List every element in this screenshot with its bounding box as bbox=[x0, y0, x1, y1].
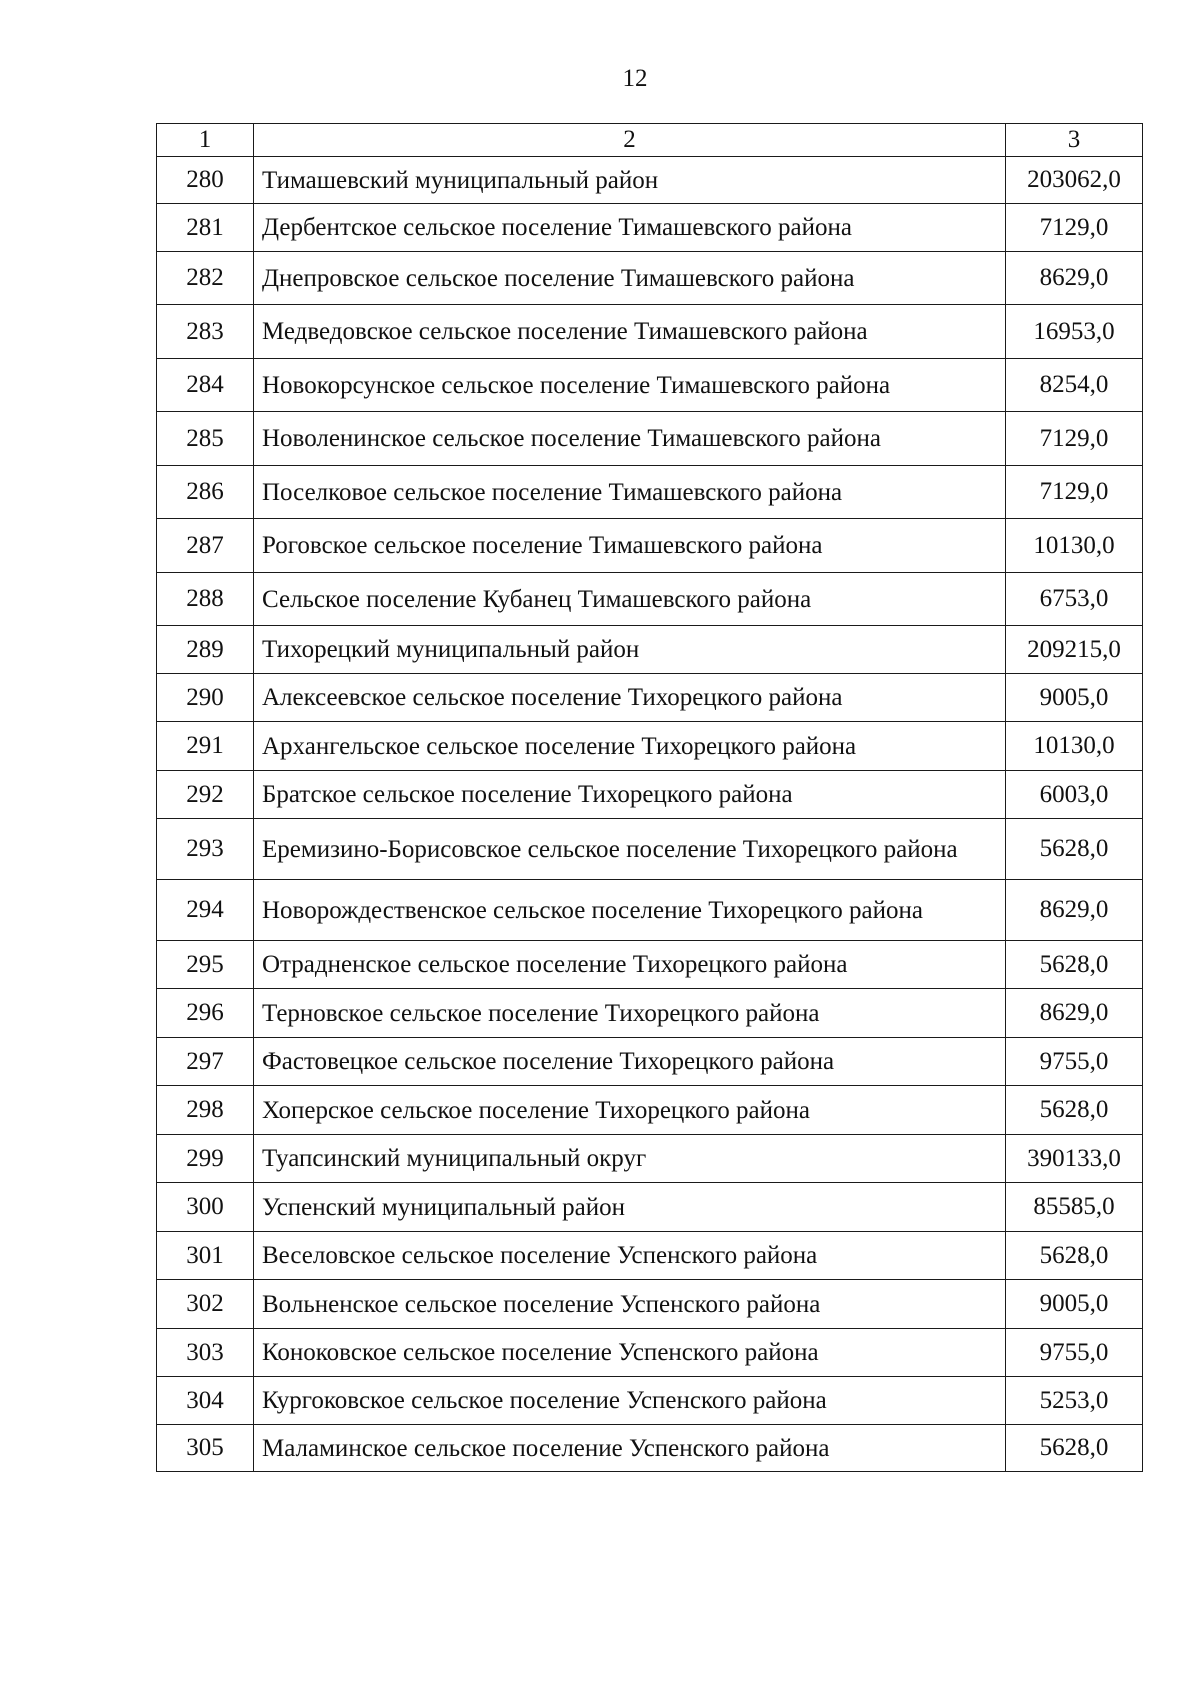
row-number: 303 bbox=[157, 1329, 254, 1377]
row-number: 287 bbox=[157, 519, 254, 573]
amount-value: 9755,0 bbox=[1006, 1329, 1143, 1377]
table-row bbox=[157, 880, 1143, 941]
amount-value: 5253,0 bbox=[1006, 1377, 1143, 1425]
header-col-1: 1 bbox=[157, 124, 254, 157]
row-number: 282 bbox=[157, 252, 254, 305]
table-row bbox=[157, 626, 1143, 674]
amount-value: 7129,0 bbox=[1006, 466, 1143, 519]
row-number: 284 bbox=[157, 359, 254, 412]
table-row bbox=[157, 674, 1143, 722]
municipality-name: Фастовецкое сельское поселение Тихорецкого района bbox=[254, 1038, 1006, 1086]
municipality-name: Тихорецкий муниципальный район bbox=[254, 626, 1006, 674]
municipality-name: Днепровское сельское поселение Тимашевского района bbox=[254, 252, 1006, 305]
table-row bbox=[157, 252, 1143, 305]
table-row bbox=[157, 1038, 1143, 1086]
amount-value: 6003,0 bbox=[1006, 771, 1143, 819]
row-number: 302 bbox=[157, 1280, 254, 1329]
row-number: 301 bbox=[157, 1232, 254, 1280]
table-row bbox=[157, 157, 1143, 204]
municipality-name: Хоперское сельское поселение Тихорецкого района bbox=[254, 1086, 1006, 1135]
municipality-name: Архангельское сельское поселение Тихорецкого района bbox=[254, 722, 1006, 771]
municipality-name: Успенский муниципальный район bbox=[254, 1183, 1006, 1232]
municipality-name: Медведовское сельское поселение Тимашевского района bbox=[254, 305, 1006, 359]
table-row bbox=[157, 466, 1143, 519]
table-row bbox=[157, 359, 1143, 412]
table-row bbox=[157, 1329, 1143, 1377]
amount-value: 7129,0 bbox=[1006, 412, 1143, 466]
row-number: 280 bbox=[157, 157, 254, 204]
amount-value: 5628,0 bbox=[1006, 819, 1143, 880]
row-number: 291 bbox=[157, 722, 254, 771]
table-row bbox=[157, 1183, 1143, 1232]
table-row bbox=[157, 305, 1143, 359]
municipality-name: Сельское поселение Кубанец Тимашевского района bbox=[254, 573, 1006, 626]
row-number: 290 bbox=[157, 674, 254, 722]
amount-value: 9005,0 bbox=[1006, 1280, 1143, 1329]
municipality-name: Новоленинское сельское поселение Тимашевского района bbox=[254, 412, 1006, 466]
municipality-name: Маламинское сельское поселение Успенского района bbox=[254, 1425, 1006, 1472]
table-row bbox=[157, 573, 1143, 626]
row-number: 298 bbox=[157, 1086, 254, 1135]
municipality-name: Поселковое сельское поселение Тимашевского района bbox=[254, 466, 1006, 519]
row-number: 285 bbox=[157, 412, 254, 466]
table-row bbox=[157, 819, 1143, 880]
amount-value: 10130,0 bbox=[1006, 722, 1143, 771]
municipality-name: Веселовское сельское поселение Успенского района bbox=[254, 1232, 1006, 1280]
row-number: 294 bbox=[157, 880, 254, 941]
allocation-table bbox=[156, 123, 1143, 1472]
amount-value: 8629,0 bbox=[1006, 880, 1143, 941]
row-number: 292 bbox=[157, 771, 254, 819]
row-number: 281 bbox=[157, 204, 254, 252]
amount-value: 8629,0 bbox=[1006, 252, 1143, 305]
table-row bbox=[157, 771, 1143, 819]
amount-value: 10130,0 bbox=[1006, 519, 1143, 573]
row-number: 304 bbox=[157, 1377, 254, 1425]
table-row bbox=[157, 722, 1143, 771]
header-col-2: 2 bbox=[254, 124, 1006, 157]
row-number: 297 bbox=[157, 1038, 254, 1086]
row-number: 289 bbox=[157, 626, 254, 674]
amount-value: 5628,0 bbox=[1006, 1425, 1143, 1472]
row-number: 295 bbox=[157, 941, 254, 989]
amount-value: 85585,0 bbox=[1006, 1183, 1143, 1232]
row-number: 283 bbox=[157, 305, 254, 359]
table-row bbox=[157, 1425, 1143, 1472]
amount-value: 5628,0 bbox=[1006, 941, 1143, 989]
table-row bbox=[157, 1377, 1143, 1425]
table-row bbox=[157, 1280, 1143, 1329]
row-number: 299 bbox=[157, 1135, 254, 1183]
municipality-name: Алексеевское сельское поселение Тихорецкого района bbox=[254, 674, 1006, 722]
municipality-name: Кургоковское сельское поселение Успенского района bbox=[254, 1377, 1006, 1425]
row-number: 288 bbox=[157, 573, 254, 626]
municipality-name: Новорождественское сельское поселение Тихорецкого района bbox=[254, 880, 1006, 941]
amount-value: 390133,0 bbox=[1006, 1135, 1143, 1183]
row-number: 300 bbox=[157, 1183, 254, 1232]
municipality-name: Тимашевский муниципальный район bbox=[254, 157, 1006, 204]
amount-value: 5628,0 bbox=[1006, 1086, 1143, 1135]
municipality-name: Роговское сельское поселение Тимашевского района bbox=[254, 519, 1006, 573]
municipality-name: Вольненское сельское поселение Успенского района bbox=[254, 1280, 1006, 1329]
table-header-row bbox=[157, 124, 1143, 157]
amount-value: 8254,0 bbox=[1006, 359, 1143, 412]
table-row bbox=[157, 941, 1143, 989]
table-row bbox=[157, 989, 1143, 1038]
municipality-name: Терновское сельское поселение Тихорецкого района bbox=[254, 989, 1006, 1038]
table-row bbox=[157, 1086, 1143, 1135]
amount-value: 9005,0 bbox=[1006, 674, 1143, 722]
header-col-3: 3 bbox=[1006, 124, 1143, 157]
amount-value: 5628,0 bbox=[1006, 1232, 1143, 1280]
amount-value: 209215,0 bbox=[1006, 626, 1143, 674]
row-number: 305 bbox=[157, 1425, 254, 1472]
municipality-name: Еремизино-Борисовское сельское поселение Тихорецкого района bbox=[254, 819, 1006, 880]
municipality-name: Отрадненское сельское поселение Тихорецкого района bbox=[254, 941, 1006, 989]
amount-value: 203062,0 bbox=[1006, 157, 1143, 204]
municipality-name: Новокорсунское сельское поселение Тимашевского района bbox=[254, 359, 1006, 412]
municipality-name: Коноковское сельское поселение Успенского района bbox=[254, 1329, 1006, 1377]
amount-value: 9755,0 bbox=[1006, 1038, 1143, 1086]
amount-value: 6753,0 bbox=[1006, 573, 1143, 626]
table-row bbox=[157, 1135, 1143, 1183]
table-row bbox=[157, 412, 1143, 466]
municipality-name: Туапсинский муниципальный округ bbox=[254, 1135, 1006, 1183]
row-number: 293 bbox=[157, 819, 254, 880]
municipality-name: Дербентское сельское поселение Тимашевского района bbox=[254, 204, 1006, 252]
table-row bbox=[157, 519, 1143, 573]
row-number: 286 bbox=[157, 466, 254, 519]
table-row bbox=[157, 1232, 1143, 1280]
amount-value: 7129,0 bbox=[1006, 204, 1143, 252]
amount-value: 16953,0 bbox=[1006, 305, 1143, 359]
table-row bbox=[157, 204, 1143, 252]
amount-value: 8629,0 bbox=[1006, 989, 1143, 1038]
page-number: 12 bbox=[622, 65, 648, 92]
row-number: 296 bbox=[157, 989, 254, 1038]
municipality-name: Братское сельское поселение Тихорецкого района bbox=[254, 771, 1006, 819]
